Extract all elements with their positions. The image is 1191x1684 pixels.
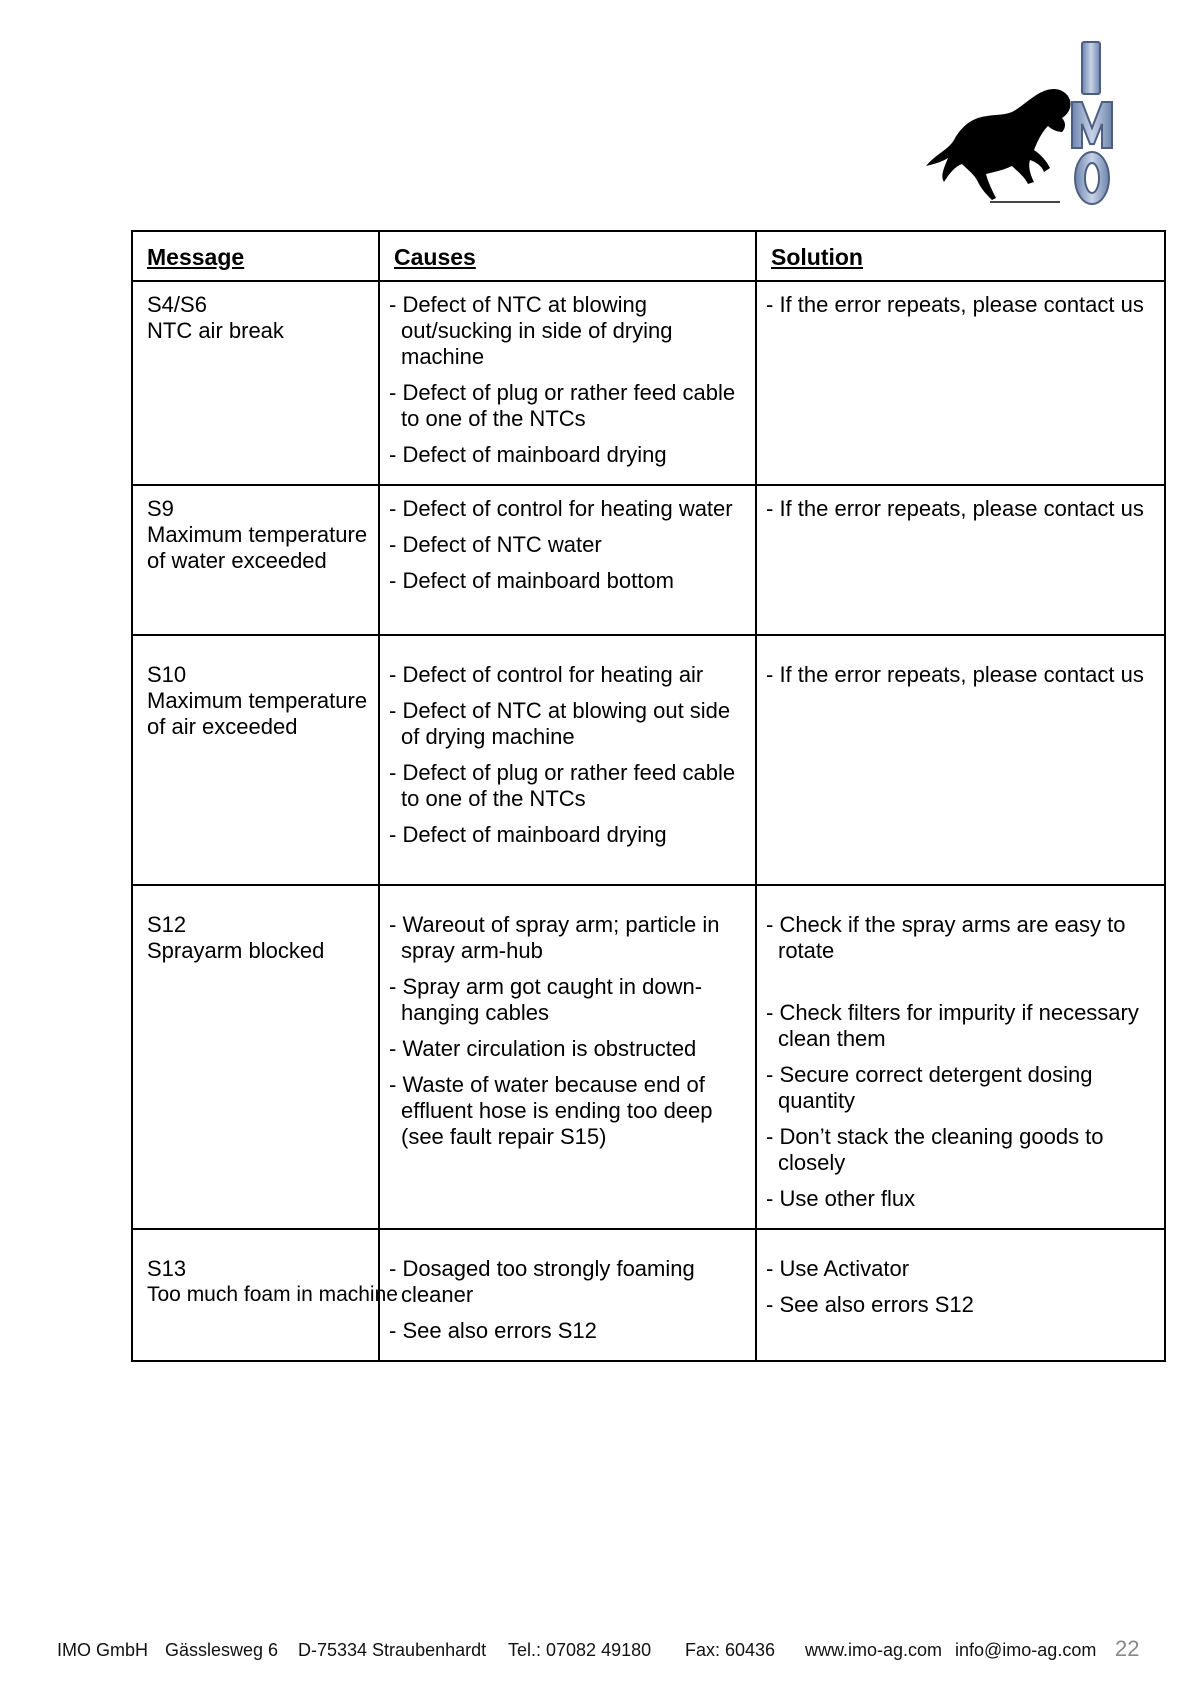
table-row [132, 885, 1165, 1229]
causes-cell [379, 885, 756, 1229]
causes-cell [379, 635, 756, 885]
table-row [132, 1229, 1165, 1361]
message-text: of air exceeded [147, 714, 298, 739]
message-text: of water exceeded [147, 548, 327, 573]
cause-item: - Defect of mainboard drying [389, 822, 667, 847]
cause-item: - See also errors S12 [389, 1318, 597, 1343]
cause-item: - Waste of water because end of effluent hose is ending too deep (see fault repair S15) [389, 1072, 713, 1149]
cause-item: - Defect of control for heating water [389, 496, 733, 521]
solution-item: - Check if the spray arms are easy to rotate [766, 912, 1126, 963]
causes-cell [379, 485, 756, 635]
message-cell [132, 885, 379, 1229]
error-table [131, 230, 1166, 1362]
message-cell [132, 1229, 398, 1361]
message-code: S4/S6 [147, 292, 207, 317]
table-row [132, 635, 1165, 885]
causes-cell [379, 1229, 756, 1361]
message-code: S12 [147, 912, 187, 937]
solution-item: - Check filters for impurity if necessary clean them [766, 1000, 1139, 1051]
cause-item: - Defect of mainboard drying [389, 442, 667, 467]
footer-city: D-75334 Straubenhardt [298, 1640, 487, 1660]
cause-item: - Defect of NTC at blowing out side of drying machine [389, 698, 731, 749]
cause-item: - Defect of mainboard bottom [389, 568, 674, 593]
footer-web: www.imo-ag.com [805, 1640, 943, 1660]
cause-item: - Defect of NTC at blowing out/sucking in side of drying machine [389, 292, 673, 369]
solution-item: - See also errors S12 [766, 1292, 974, 1317]
header-solution: Solution [756, 231, 1165, 281]
table-header-row [132, 231, 1165, 281]
table-row [132, 485, 1165, 635]
solution-item: - If the error repeats, please contact us [766, 496, 1144, 521]
cause-item: - Defect of plug or rather feed cable to one of the NTCs [389, 760, 736, 811]
solution-cell [756, 281, 1165, 485]
footer-street: Gässlesweg 6 [165, 1640, 279, 1660]
solution-cell [756, 485, 1165, 635]
footer-email: info@imo-ag.com [955, 1640, 1097, 1660]
header-causes: Causes [379, 231, 756, 281]
solution-item: - Secure correct detergent dosing quantity [766, 1062, 1093, 1113]
causes-cell [379, 281, 756, 485]
imo-letters-icon [1072, 42, 1112, 204]
message-text: Sprayarm blocked [147, 938, 325, 963]
message-text: Too much foam in machine [147, 1283, 398, 1306]
solution-item: - If the error repeats, please contact us [766, 662, 1144, 687]
cause-item: - Defect of plug or rather feed cable to one of the NTCs [389, 380, 736, 431]
message-text: Maximum temperature [147, 688, 368, 713]
message-cell [132, 485, 379, 635]
message-text: NTC air break [147, 318, 284, 343]
footer-tel: Tel.: 07082 49180 [508, 1640, 652, 1660]
imo-logo [920, 36, 1140, 226]
message-code: S10 [147, 662, 187, 687]
header-message: Message [132, 231, 379, 281]
cause-item: - Dosaged too strongly foaming cleaner [389, 1256, 695, 1307]
horse-icon [926, 89, 1071, 203]
message-code: S9 [147, 496, 174, 521]
footer-fax: Fax: 60436 [685, 1640, 776, 1660]
message-cell [132, 281, 379, 485]
footer-company: IMO GmbH [57, 1640, 149, 1660]
solution-cell [756, 1229, 1165, 1361]
solution-item: - Don’t stack the cleaning goods to closely [766, 1124, 1104, 1175]
solution-item: - If the error repeats, please contact us [766, 292, 1144, 317]
message-cell [132, 635, 379, 885]
message-code: S13 [147, 1256, 187, 1281]
solution-cell [756, 635, 1165, 885]
page-number: 22 [1115, 1636, 1140, 1661]
solution-item: - Use Activator [766, 1256, 910, 1281]
solution-item: - Use other flux [766, 1186, 916, 1211]
cause-item: - Spray arm got caught in down-hanging cables [389, 974, 703, 1025]
cause-item: - Defect of NTC water [389, 532, 602, 557]
cause-item: - Water circulation is obstructed [389, 1036, 697, 1061]
page-footer [57, 1636, 1147, 1666]
message-text: Maximum temperature [147, 522, 368, 547]
cause-item: - Wareout of spray arm; particle in spray arm-hub [389, 912, 720, 963]
solution-cell [756, 885, 1165, 1229]
cause-item: - Defect of control for heating air [389, 662, 704, 687]
table-row [132, 281, 1165, 485]
